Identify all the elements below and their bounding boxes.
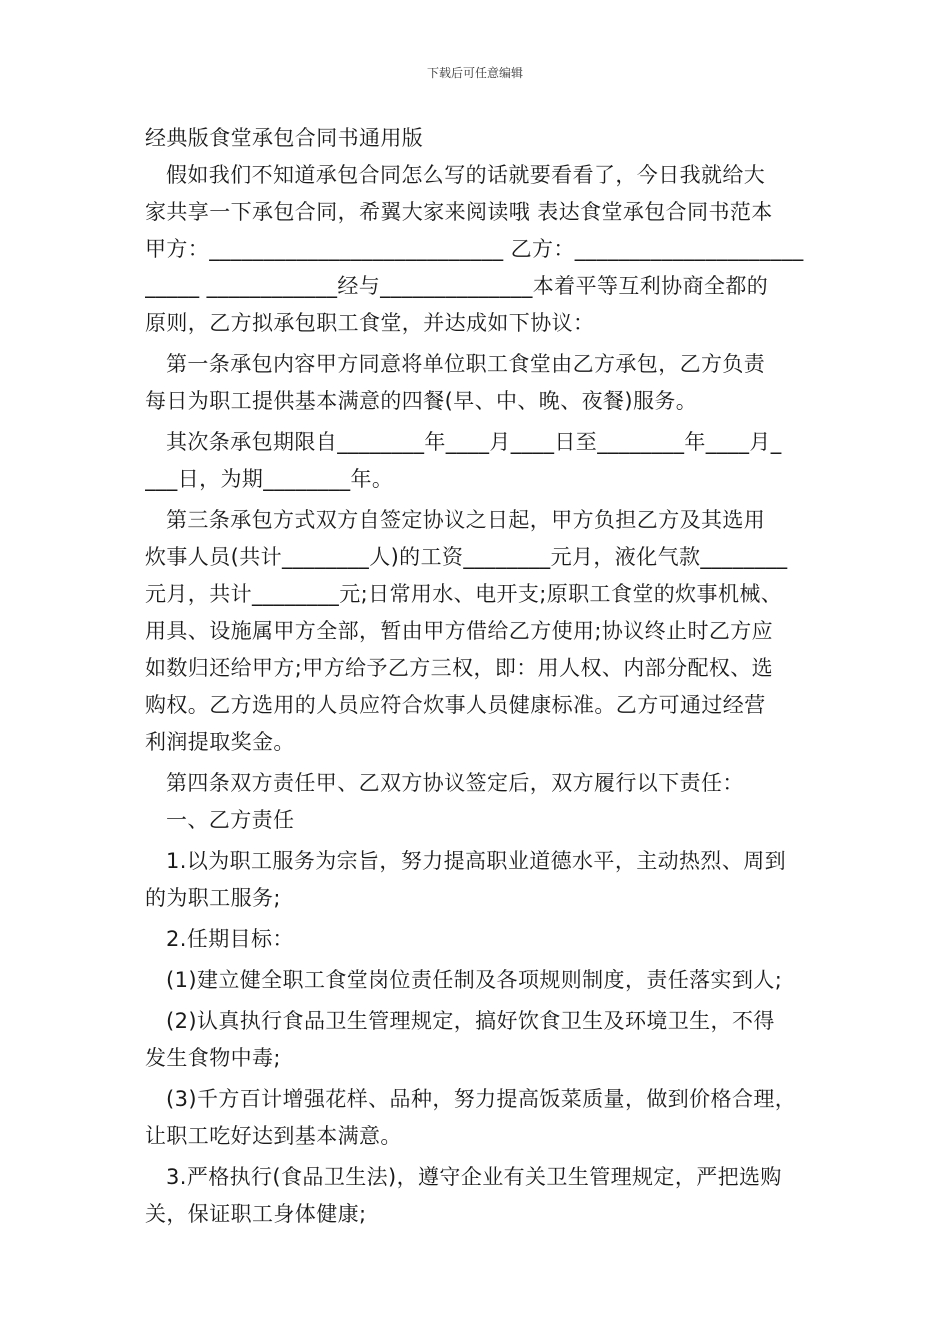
paragraph-line: 关，保证职工身体健康; xyxy=(145,1202,367,1226)
paragraph-line: 用具、设施属甲方全部，暂由甲方借给乙方使用;协议终止时乙方应 xyxy=(145,619,774,643)
paragraph-line: 第一条承包内容甲方同意将单位职工食堂由乙方承包，乙方负责 xyxy=(166,352,766,376)
paragraph-line: 发生食物中毒; xyxy=(145,1046,281,1070)
paragraph-line: 第四条双方责任甲、乙双方协议签定后，双方履行以下责任： xyxy=(166,771,744,795)
document-title: 经典版食堂承包合同书通用版 xyxy=(145,126,424,150)
document-body xyxy=(145,120,815,1233)
paragraph-line: 如数归还给甲方;甲方给予乙方三权，即：用人权、内部分配权、选 xyxy=(145,656,774,680)
paragraph-line: 1.以为职工服务为宗旨，努力提高职业道德水平，主动热烈、周到 xyxy=(166,849,787,873)
paragraph-line: 让职工吃好达到基本满意。 xyxy=(145,1124,402,1148)
page-header: 下载后可任意编辑 xyxy=(426,66,523,80)
paragraph-line: 炊事人员(共计________人)的工资________元月，液化气款________ xyxy=(145,545,788,569)
paragraph-line: 家共享一下承包合同，希翼大家来阅读哦 表达食堂承包合同书范本 xyxy=(145,200,773,224)
paragraph-line: ___日，为期________年。 xyxy=(145,467,394,491)
paragraph-line: 其次条承包期限自________年____月____日至________年____月_ xyxy=(166,430,782,454)
paragraph-line: (1)建立健全职工食堂岗位责任制及各项规则制度，责任落实到人; xyxy=(166,968,783,992)
paragraph-line: (3)千方百计增强花样、品种，努力提高饭菜质量，做到价格合理， xyxy=(166,1087,797,1111)
paragraph-line: 第三条承包方式双方自签定协议之日起，甲方负担乙方及其选用 xyxy=(166,508,766,532)
paragraph-line: (2)认真执行食品卫生管理规定，搞好饮食卫生及环境卫生，不得 xyxy=(166,1009,775,1033)
paragraph-line: 的为职工服务; xyxy=(145,886,281,910)
paragraph-line: 2.任期目标： xyxy=(166,927,294,951)
paragraph-line: 购权。乙方选用的人员应符合炊事人员健康标准。乙方可通过经营 xyxy=(145,693,766,717)
paragraph-line: 每日为职工提供基本满意的四餐(早、中、晚、夜餐)服务。 xyxy=(145,389,698,413)
paragraph-line: 元月，共计________元;日常用水、电开支;原职工食堂的炊事机械、 xyxy=(145,582,783,606)
paragraph-line: 3.严格执行(食品卫生法)，遵守企业有关卫生管理规定，严把选购 xyxy=(166,1165,782,1189)
section-heading: 一、乙方责任 xyxy=(166,808,295,832)
paragraph-line: 原则，乙方拟承包职工食堂，并达成如下协议： xyxy=(145,311,595,335)
paragraph-line: _____ ____________经与______________本着平等互利协商全都的 xyxy=(145,274,769,298)
paragraph-line: 甲方：___________________________ 乙方：_____________________ xyxy=(145,237,804,261)
paragraph-line: 利润提取奖金。 xyxy=(145,730,295,754)
paragraph-line: 假如我们不知道承包合同怎么写的话就要看看了，今日我就给大 xyxy=(166,163,766,187)
